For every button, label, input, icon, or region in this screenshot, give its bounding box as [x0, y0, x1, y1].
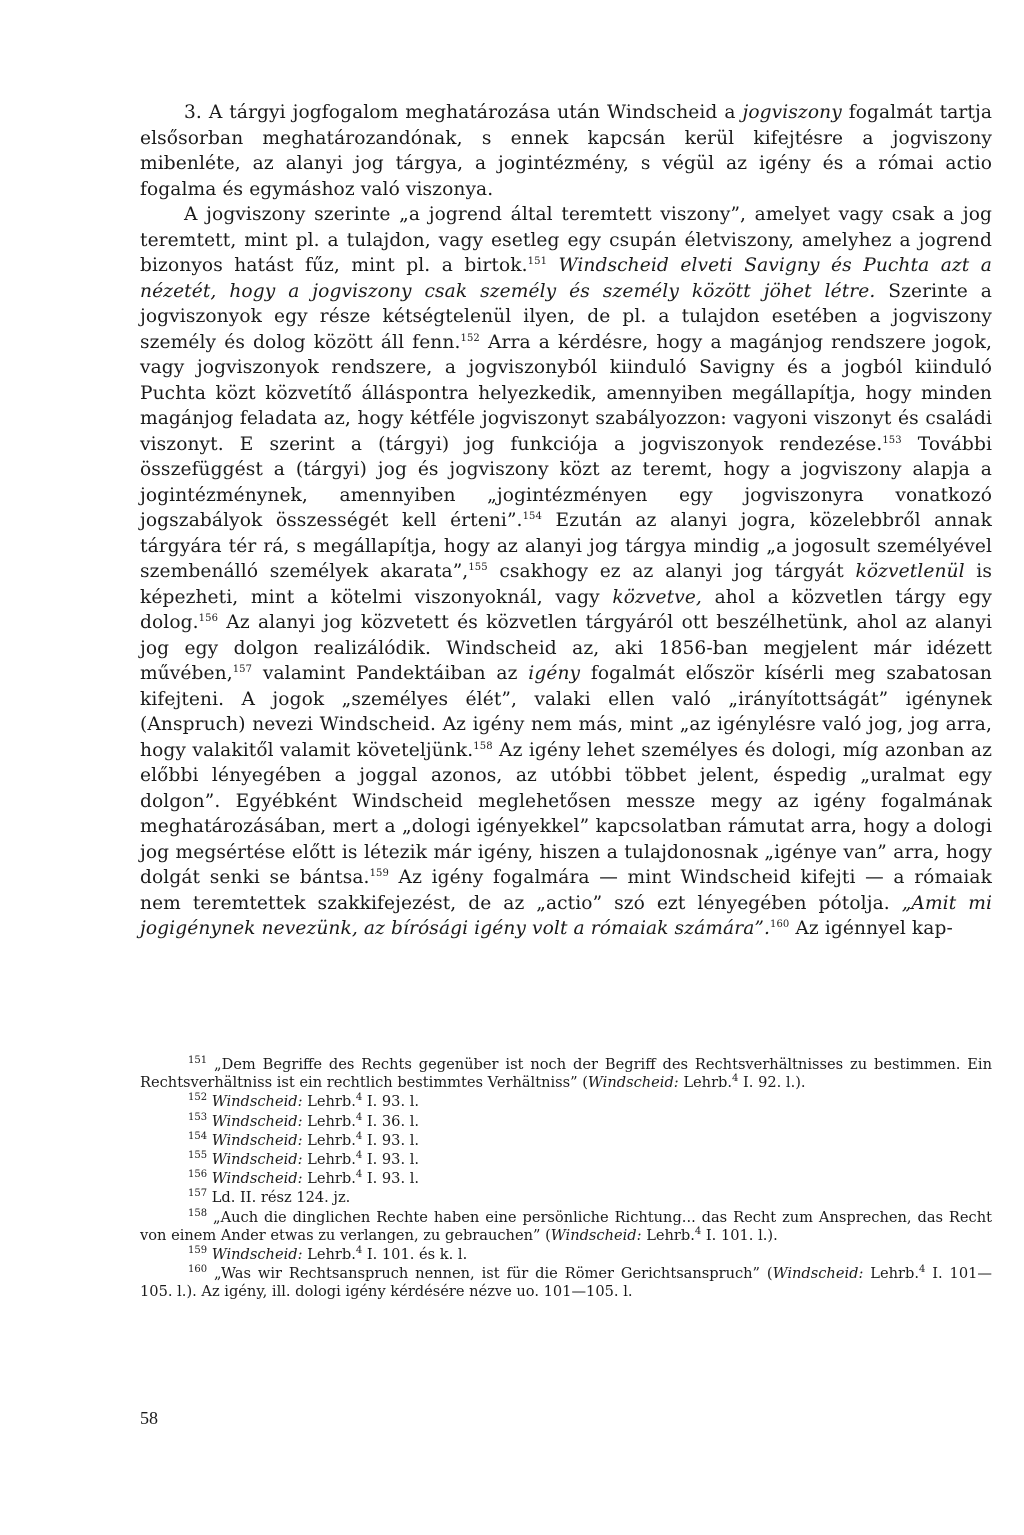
footnote-number: 157 — [188, 1188, 208, 1200]
footnote-author: Windscheid: — [587, 1074, 679, 1092]
footnote-tail: I. 101—105. l.). Az igény, ill. dologi igény kérdésére nézve uo. 101—105. l. — [140, 1265, 992, 1301]
footnote-tail: I. 101. l.). — [701, 1226, 778, 1244]
emphasis: közvetlenül — [855, 561, 965, 582]
footnote-ref-text: Lehrb. — [302, 1112, 356, 1130]
edition-number: 4 — [694, 1225, 702, 1237]
text-run: A jogviszony szerinte „a jogrend által teremtett viszony”, amelyet vagy csak a jog teremtett, mint pl. a tulajdon, vagy esetleg egy csupán életviszony, amelyhez a jogrend bizonyos hatást fűz, mint pl. a birtok. — [140, 204, 992, 276]
text-run: Az igénnyel kap- — [789, 918, 953, 939]
text-run: További összefüggést a (tárgyi) jog és jogviszony közt az teremt, hogy a jogviszony alapja a jogintézménynek, amennyiben „jogintézményen egy jogviszonyra vonatkozó jogszabályok összességét kell érteni”. — [140, 433, 992, 531]
footnote-number: 154 — [188, 1130, 208, 1142]
text-run: 3. A tárgyi jogfogalom meghatározása után Windscheid a — [184, 102, 743, 123]
footnote-author: Windscheid: — [550, 1226, 642, 1244]
footnote-ref: 151 — [527, 255, 548, 267]
footnote — [140, 1170, 992, 1188]
footnote-ref: 159 — [369, 867, 389, 879]
text-run: Arra a kérdésre, hogy a magánjog rendszere jogok, vagy jogviszonyok rendszere, a jogviszonyból kiinduló Savigny és a jogból kiinduló Puchta közt közvetítő álláspontra helyezkedik, amennyiben megállapítja, hogy minden magánjog feladata az, hogy kétféle jogviszonyt szabályozzon: vagyoni viszonyt és családi viszonyt. E szerint a (tárgyi) jog funkciója a jogviszonyok rendezése. — [140, 331, 992, 455]
text-run: is képezheti, mint a kötelmi viszonyoknál, vagy — [140, 561, 992, 608]
paragraph-2 — [140, 202, 992, 942]
edition-number: 4 — [918, 1264, 926, 1276]
text-run: Az igény lehet személyes és dologi, míg azonban az előbbi lényegében a joggal azonos, az utóbbi többet jelent, éspedig „uralmat egy dolgon”. Egyébként Windscheid meglehetősen messze megy az igény fogalmának meghatározásában, mert a „dologi igényekkel” kapcsolatban rámutat arra, hogy a dologi jog megsértése előtt is létezik már igény, hiszen a tulajdonosnak „igénye van” arra, hogy dolgát senki se bántsa. — [140, 739, 992, 888]
edition-number: 4 — [355, 1111, 363, 1123]
emphasis: Windscheid elveti Savigny és Puchta azt a nézetét, hogy a jogviszony csak személy és személy között jöhet létre. — [140, 255, 992, 302]
text-run: ahol a közvetlen tárgy egy dolog. — [140, 586, 992, 633]
footnote-number: 153 — [188, 1111, 208, 1123]
footnote — [140, 1265, 992, 1301]
footnote — [140, 1113, 992, 1131]
footnote-number: 152 — [188, 1092, 208, 1104]
footnote-ref-text: Lehrb. — [678, 1074, 733, 1092]
footnote-ref-text: Lehrb. — [302, 1151, 356, 1169]
footnote-text: Ld. II. rész 124. jz. — [207, 1189, 351, 1207]
footnote-number: 155 — [188, 1150, 208, 1162]
text-run: csakhogy ez az alanyi jog tárgyát — [487, 561, 856, 582]
footnote-ref-text: Lehrb. — [863, 1265, 919, 1283]
footnote-text: „Auch die dinglichen Rechte haben eine persönliche Richtung... das Recht zum Ansprechen, das Recht von einem Ander etwas zu verlangen, zu gebrauchen” ( — [140, 1208, 992, 1244]
footnote-ref: 153 — [882, 434, 902, 446]
footnote-ref-text: Lehrb. — [302, 1131, 356, 1149]
footnote-number: 159 — [188, 1245, 208, 1257]
edition-number: 4 — [355, 1245, 363, 1257]
text-run: Szerinte a jogviszonyok egy része kétségtelenül ilyen, de pl. a tulajdon esetében a jogviszony személy és dolog között áll fenn. — [140, 280, 992, 353]
text-run: fogalmát először kísérli meg szabatosan kifejteni. A jogok „személyes élét”, valaki ellen való „irányítottságát” igénynek (Anspruch) nevezi Windscheid. Az igény nem más, mint „az igénylésre való jog, jog arra, hogy valakitől valamit követeljünk. — [140, 663, 993, 761]
footnote-number: 160 — [188, 1264, 208, 1276]
emphasis: igény — [528, 663, 581, 684]
footnote-tail: I. 93. l. — [362, 1151, 420, 1169]
footnote-tail: I. 101. és k. l. — [362, 1246, 468, 1264]
text-run: Az alanyi jog közvetett és közvetlen tárgyáról ott beszélhetünk, ahol az alanyi jog egy dolgon realizálódik. Windscheid az, aki 1856-ban megjelent már idézett művében, — [140, 612, 992, 684]
footnote-tail: I. 92. l.). — [738, 1074, 806, 1092]
footnote — [140, 1246, 992, 1264]
footnote-tail: I. 93. l. — [362, 1131, 420, 1149]
footnote-ref: 156 — [198, 612, 219, 624]
footnote-ref-text: Lehrb. — [302, 1093, 356, 1111]
footnote-number: 151 — [188, 1055, 208, 1067]
footnote-author: Windscheid: — [211, 1112, 303, 1130]
footnote-text: „Dem Begriffe des Rechts gegenüber ist noch der Begriff des Rechtsverhältnisses zu bestimmen. Ein Rechtsverhältniss ist ein rechtlich bestimmtes Verhältniss” ( — [140, 1056, 992, 1092]
footnote-ref: 155 — [468, 561, 488, 573]
footnote-text: „Was wir Rechtsanspruch nennen, ist für die Römer Gerichtsanspruch” ( — [207, 1265, 773, 1283]
footnote-ref: 157 — [232, 663, 253, 675]
text-run: Ezután az alanyi jogra, közelebbről annak tárgyára tér rá, s megállapítja, hogy az alanyi jog tárgya mindig „a jogosult személyével szembenálló személyek akarata”, — [140, 510, 992, 582]
footnote-author: Windscheid: — [772, 1265, 864, 1283]
emphasis: „Amit mi jogigénynek nevezünk, az bírósági igény volt a rómaiak számára”. — [140, 892, 992, 939]
text-run: Az igény fogalmára — mint Windscheid kifejti — a rómaiak nem teremtettek szakkifejezést, de az „actio” szó ezt lényegében pótolja. — [140, 867, 992, 914]
footnote — [140, 1056, 992, 1092]
edition-number: 4 — [732, 1073, 739, 1085]
footnote-tail: I. 93. l. — [362, 1093, 420, 1111]
footnote-author: Windscheid: — [211, 1151, 303, 1169]
footnote-tail: I. 93. l. — [362, 1170, 420, 1188]
emphasis: közvetve, — [612, 586, 702, 608]
emphasis: jogviszony — [742, 102, 842, 123]
footnote — [140, 1132, 992, 1150]
footnote — [140, 1189, 992, 1207]
footnote-author: Windscheid: — [211, 1093, 303, 1111]
footnote-author: Windscheid: — [211, 1170, 303, 1188]
text-run: fogalmát tartja elsősorban meghatározandónak, s ennek kapcsán kerül kifejtésre a jogviszony mibenléte, az alanyi jog tárgya, a jogintézmény, s végül az igény és a római actio fogalma és egymáshoz való viszonya. — [140, 102, 993, 200]
edition-number: 4 — [355, 1169, 363, 1181]
footnote — [140, 1093, 992, 1111]
edition-number: 4 — [355, 1092, 363, 1104]
footnote-number: 156 — [188, 1169, 208, 1181]
footnote-ref: 154 — [522, 510, 542, 522]
footnote-ref-text: Lehrb. — [302, 1170, 356, 1188]
edition-number: 4 — [355, 1130, 363, 1142]
footnote-tail: I. 36. l. — [362, 1112, 420, 1130]
footnote-author: Windscheid: — [211, 1246, 303, 1264]
footnote-ref-text: Lehrb. — [302, 1246, 356, 1264]
footnote-ref: 158 — [473, 740, 493, 752]
footnote-author: Windscheid: — [211, 1131, 303, 1149]
page-number: 58 — [140, 1408, 158, 1428]
paragraph-1 — [140, 100, 992, 202]
footnote — [140, 1209, 992, 1245]
edition-number: 4 — [355, 1150, 363, 1162]
main-text — [140, 100, 992, 942]
text-run: valamint Pandektáiban az — [252, 663, 529, 684]
footnote-number: 158 — [188, 1207, 208, 1219]
footnotes — [140, 1056, 992, 1303]
footnote — [140, 1151, 992, 1169]
footnote-ref-text: Lehrb. — [641, 1226, 695, 1244]
footnote-ref: 152 — [460, 332, 480, 344]
footnote-ref: 160 — [770, 918, 790, 930]
